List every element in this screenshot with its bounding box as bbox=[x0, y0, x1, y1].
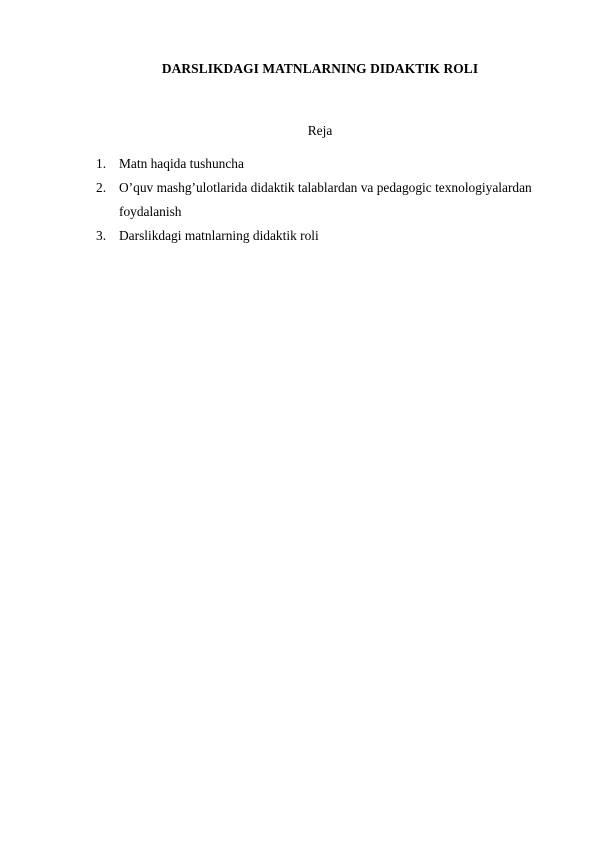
plan-heading: Reja bbox=[307, 123, 333, 138]
list-item-number: 1. bbox=[96, 156, 107, 171]
list-item bbox=[96, 176, 556, 224]
list-item-text: Matn haqida tushuncha bbox=[119, 156, 244, 171]
list-item-number: 2. bbox=[96, 180, 107, 195]
list-item-number: 3. bbox=[96, 228, 107, 243]
list-item-text: Darslikdagi matnlarning didaktik roli bbox=[119, 228, 319, 243]
document-title: DARSLIKDAGI MATNLARNING DIDAKTIK ROLI bbox=[161, 61, 479, 76]
list-item bbox=[96, 224, 556, 248]
list-item bbox=[96, 152, 556, 176]
list-item-text: O’quv mashg’ulotlarida didaktik talablardan va pedagogic texnologiyalardan foydalanish bbox=[119, 180, 532, 219]
plan-list bbox=[96, 152, 556, 248]
